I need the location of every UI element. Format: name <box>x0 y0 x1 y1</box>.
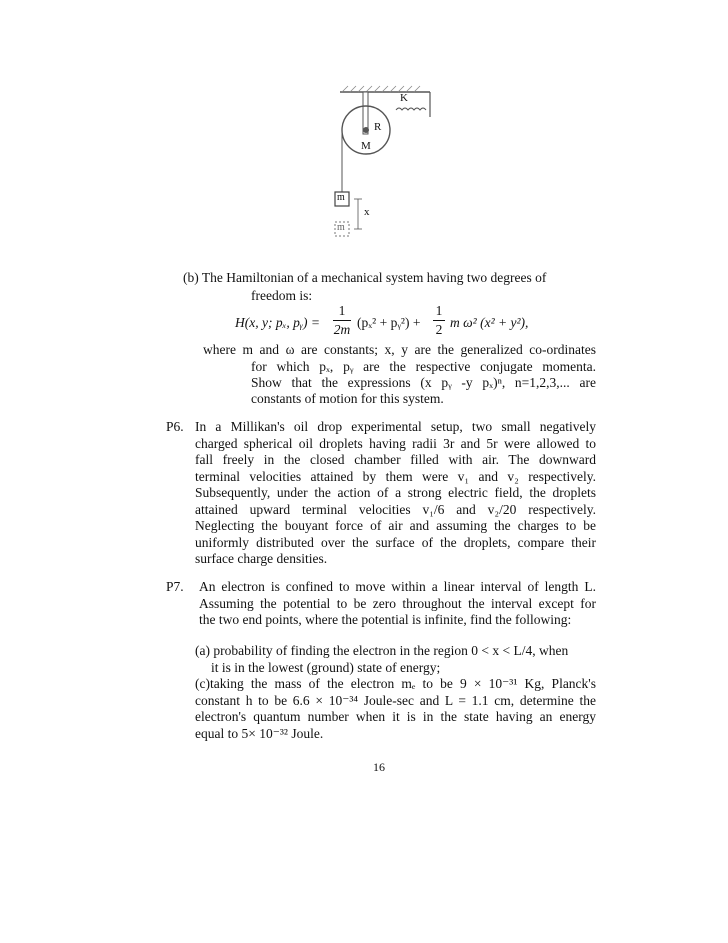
potential-term: m ω² (x² + y²), <box>450 315 529 330</box>
p6-label: P6. <box>166 419 184 434</box>
figure-label-m-top: m <box>337 192 345 203</box>
p7-line: An electron is confined to move within a linear interval of length L. <box>199 579 596 594</box>
part-b-line-4: for which pₓ, pᵧ are the respective conjugate momenta. <box>251 359 596 374</box>
p7-line: the two end points, where the potential is infinite, find the following: <box>199 612 572 627</box>
part-b-line-6: constants of motion for this system. <box>251 391 444 406</box>
p6-line: terminal velocities attained by them were v₁ and v₂ respectively. <box>195 469 596 484</box>
p7-line: Assuming the potential to be zero throughout the interval except for <box>199 596 596 611</box>
p6-line: fall freely in the closed chamber filled with air. The downward <box>195 452 596 467</box>
fraction-1-bar <box>333 320 351 321</box>
p6-line: charged spherical oil droplets having radii 3r and 5r were allowed to <box>195 436 596 451</box>
p7-label: P7. <box>166 579 184 594</box>
pulley-figure <box>330 82 440 240</box>
part-b-line-2: freedom is: <box>251 288 313 303</box>
fraction-2-denominator: 2 <box>435 322 443 337</box>
p7-part-c-line: equal to 5× 10⁻³² Joule. <box>195 726 324 741</box>
fraction-1-denominator: 2m <box>333 322 351 337</box>
fraction-1-numerator: 1 <box>338 303 346 318</box>
momentum-term: (pₓ² + pᵧ²) + <box>357 315 421 330</box>
fraction-2-bar <box>433 320 445 321</box>
p7-part-c-line: electron's quantum number when it is in the state having an energy <box>195 709 596 724</box>
figure-label-big-m: M <box>361 140 371 152</box>
p7-part-c-line: constant h to be 6.6 × 10⁻³⁴ Joule-sec and L = 1.1 cm, determine the <box>195 693 596 708</box>
p7-part-a-line-1: (a) probability of finding the electron in the region 0 < x < L/4, when <box>195 643 569 658</box>
part-b-line-5: Show that the expressions (x pᵧ -y pₓ)ⁿ, n=1,2,3,... are <box>251 375 596 390</box>
figure-label-m-bottom: m <box>337 222 345 233</box>
p6-line: attained upward terminal velocities v₁/6 and v₂/20 respectively. <box>195 502 596 517</box>
fraction-2-numerator: 1 <box>435 303 443 318</box>
p6-line: In a Millikan's oil drop experimental setup, two small negatively <box>195 419 596 434</box>
part-b-line-1: (b) The Hamiltonian of a mechanical system having two degrees of <box>183 270 547 285</box>
p6-line: Subsequently, under the action of a strong electric field, the droplets <box>195 485 596 500</box>
p7-part-c-line: (c)taking the mass of the electron mₑ to be 9 × 10⁻³¹ Kg, Planck's <box>195 676 596 691</box>
figure-label-x: x <box>364 206 370 218</box>
figure-label-k: K <box>400 92 408 104</box>
hamiltonian-lhs: H(x, y; pₓ, pᵧ) = <box>235 315 321 330</box>
page-number: 16 <box>373 760 385 774</box>
p6-line: Neglecting the bouyant force of air and assuming the charges to be <box>195 518 596 533</box>
p6-line: surface charge densities. <box>195 551 328 566</box>
part-b-where-line: where m and ω are constants; x, y are the generalized co-ordinates <box>203 342 596 357</box>
figure-label-r: R <box>374 121 382 133</box>
p7-part-a-line-2: it is in the lowest (ground) state of energy; <box>211 660 441 675</box>
p6-line: uniformly distributed over the surface of the droplets, compare their <box>195 535 596 550</box>
